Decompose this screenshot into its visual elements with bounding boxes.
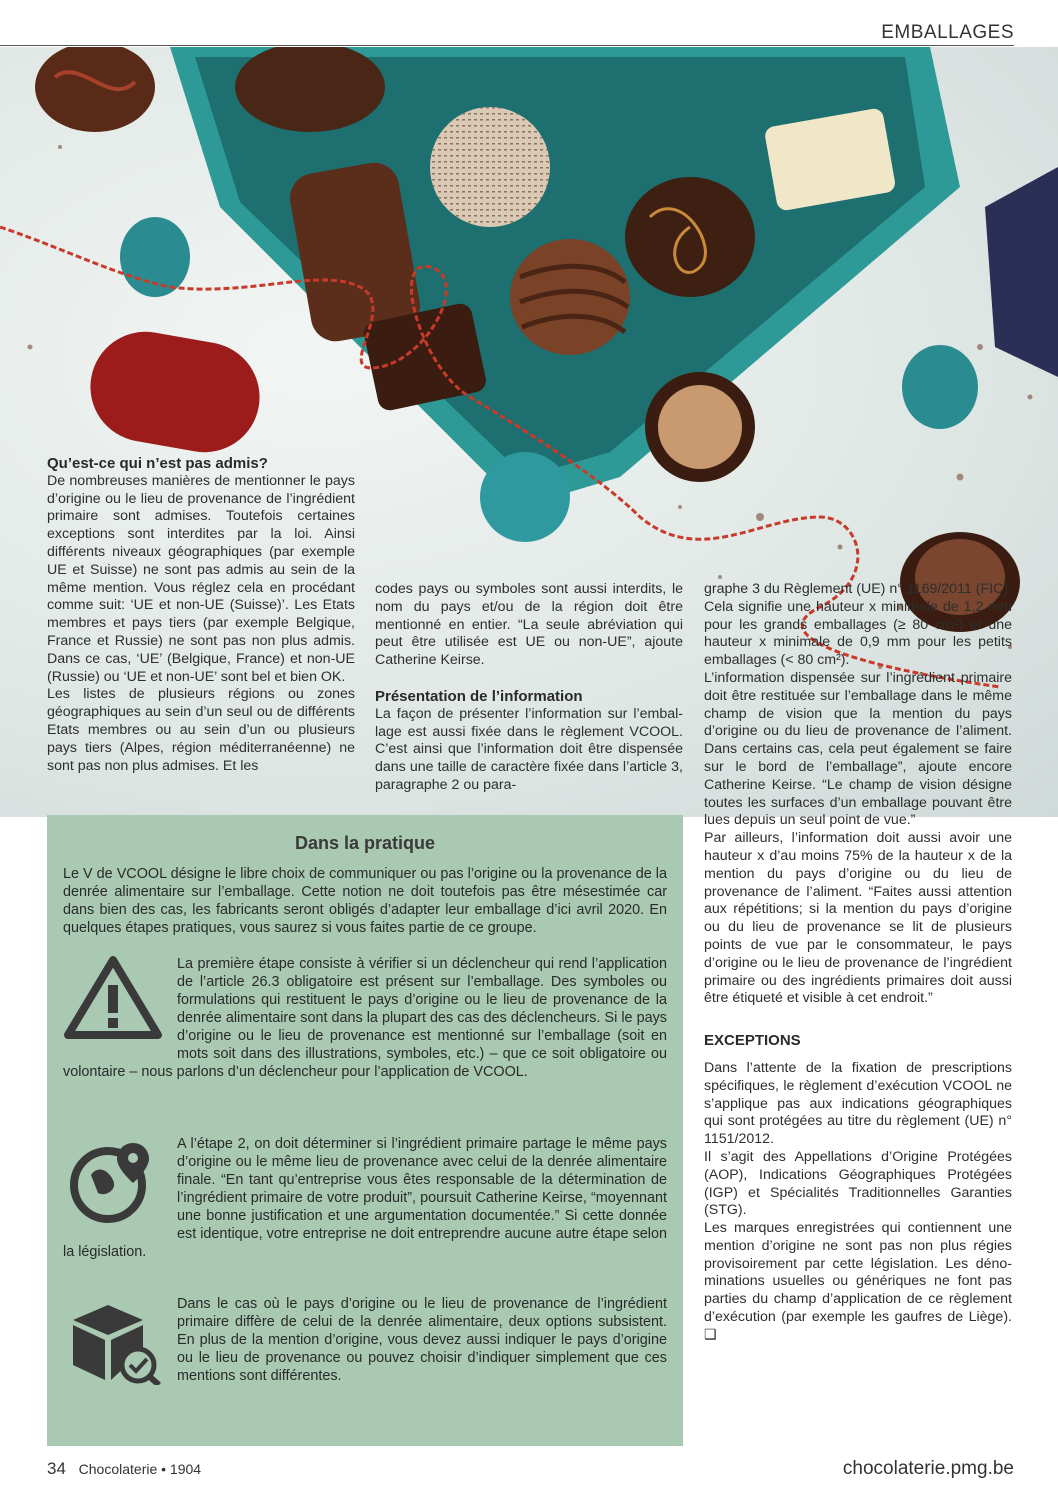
col3-paragraph-4: Dans l’attente de la fixation de prescriptions spécifiques, le règlement d’exécution VCOOL ne s’applique pas aux indications géographiques qui sont protégées au titre du règlement (UE) n° 1151/2012. (704, 1059, 1012, 1148)
col1-paragraph-1: De nombreuses manières de mentionner le pays d’origine ou le lieu de provenance de l’ingrédient primaire sont admises. Toutefois certaines exceptions sont interdites par la loi. Ainsi différents niveaux géographiques (par exemple UE et Suisse) ne sont pas admis au sein de la même mention. Vous réglez cela en procédant comme suit: ‘UE et non-UE (Suisse)’. Les Etats membres et pays tiers (par exemple Belgique, France et Russie) ne sont pas non plus admis. Dans ce cas, ‘UE’ (Belgique, France) et non-UE (Russie) ou ‘UE et non-UE’ sont bel et bien OK. (47, 472, 355, 685)
step-1-text: La première étape consiste à vérifier si un déclencheur qui rend l’application de l’article 26.3 obligatoire est présent sur l’emballage. Des symboles ou formulations qui restituent le pays d’origine ou le lieu de provenance de la denrée alimentaire sont dans la plupart des cas des déclencheurs. Si le pays d’origine ou le lieu de provenance est mentionné sur l’emballage (soit en mots soit dans des illustrations, symboles, etc.) – que ce soit obligatoire ou volontaire – nous parlons d’un déclencheur pour l’application de VCOOL. (63, 956, 667, 1080)
heading-not-allowed: Qu’est-ce qui n’est pas admis? (47, 455, 268, 472)
col2-paragraph-2: La façon de présenter l’information sur l’emballage est aussi fixée dans le règlement VCOOL. C’est ainsi que l’information doit être dispensée dans une taille de caractère fixée dans l’article 3, paragraphe 2 ou para- (375, 705, 683, 793)
practical-box (47, 815, 683, 1446)
step-2-text: A l’étape 2, on doit déterminer si l’ingrédient primaire partage le même pays d’origine ou le même lieu de provenance avec celui de la denrée alimentaire finale. “En tant qu’entreprise vous êtes responsable de la détermination de l’ingrédient primaire de votre produit”, poursuit Catherine Keirse, “moyennant une bonne justification et une argumentation documentée.” Si cette donnée est identique, votre entreprise ne doit entreprendre aucune autre étape selon la législation. (63, 1136, 667, 1260)
column-3 (704, 581, 1012, 1345)
box-title: Dans la pratique (294, 833, 436, 853)
warning-icon (63, 955, 163, 1045)
footer-url[interactable]: chocolaterie.pmg.be (842, 1458, 1014, 1479)
section-tag: EMBALLAGES (881, 22, 1014, 43)
box-intro: Le V de VCOOL désigne le libre choix de communiquer ou pas l’origine ou la provenance de la denrée alimentaire sur l’emballage. Cette notion ne doit toutefois pas être mésestimée car dans bien des cas, les fabricants seront obligés d’adapter leur emballage d’ici avril 2020. En quelques étapes pratiques, vous saurez si vous faites partie de ce groupe. (63, 866, 667, 936)
globe-location-icon (63, 1135, 163, 1225)
magazine-name: Chocolaterie • 1904 (78, 1461, 202, 1477)
section-rule (0, 45, 1014, 46)
col1-paragraph-2: Les listes de plusieurs régions ou zones géographiques au sein d’un seul ou de différents Etats membres ou au sein d’un ou plusieurs pays tiers (Alpes, région méditerranéenne) ne sont pas non plus admises. Et les (47, 686, 355, 774)
step-3-text: Dans le cas où le pays d’origine ou le lieu de provenance de l’ingrédient primaire diffère de celui de la denrée alimentaire, deux options subsistent. En plus de la mention d’origine, vous devez aussi indiquer le pays d’origine ou le lieu de provenance ou pouvez choisir d’indiquer simplement que ces mentions sont différentes. (177, 1296, 667, 1384)
footer-left (47, 1459, 201, 1479)
col3-paragraph-6-text: Les marques enregistrées qui contiennent une mention d’origine ne sont pas non plus régies provisoirement par cette législation. Les dénominations usuelles ou génériques ne font pas parties du champ d’application de ce règlement d’exécution (par exemple les gaufres de Liège). (704, 1220, 1012, 1326)
col2-paragraph-1: codes pays ou symboles sont aussi interdits, le nom du pays et/ou de la région doit être mentionné en entier. “La seule abréviation qui peut être utilisée est UE ou non-UE”, ajoute Catherine Keirse. (375, 581, 683, 669)
step-3 (63, 1295, 667, 1389)
col3-paragraph-1: graphe 3 du Règlement (UE) n° 1169/2011 (FIC). Cela signifie une hauteur x minimale de 1,2 mm pour les grands emballages (≥ 80 cm²) et une hauteur x minimale de 0,9 mm pour les petits emballages (< 80 cm²). (704, 581, 1012, 669)
col3-paragraph-2: L’information dispensée sur l’ingrédient primaire doit être restituée sur l’emballage dans le même champ de vision que la mention du pays d’origine ou du lieu de provenance de l’aliment. Dans certains cas, cela peut également se faire sur le bord de l’emballage”, ajoute encore Catherine Keirse. “Le champ de vision désigne toutes les surfaces d’un emballage pouvant être lues depuis un seul point de vue.” (704, 669, 1012, 829)
package-check-icon (63, 1295, 163, 1385)
column-1 (47, 455, 355, 775)
heading-presentation: Présentation de l’information (375, 687, 583, 705)
end-mark: ❑ (704, 1326, 717, 1343)
col3-paragraph-3: Par ailleurs, l’information doit aussi avoir une hauteur x d’au moins 75% de la hauteur x de la mention du pays d’origine ou du lieu de provenance de l’aliment. “Faites aussi attention aux répétitions; si la mention du pays d’origine ou du lieu de provenance se lit de plusieurs points de vue par le consommateur, le pays d’origine ou le lieu de provenance de l’ingrédient primaire ou des ingrédients primaires doit aussi être étiqueté et visible à cet endroit.” (704, 830, 1012, 1007)
step-2 (63, 1135, 667, 1261)
column-2 (375, 581, 683, 795)
col3-paragraph-6 (704, 1220, 1012, 1345)
col3-paragraph-5: Il s’agit des Appellations d’Origine Protégées (AOP), Indications Géographiques Protégées (IGP) et Spécialités Traditionnelles Garanties (STG). (704, 1148, 1012, 1219)
heading-exceptions: EXCEPTIONS (704, 1032, 801, 1050)
page-number: 34 (47, 1459, 66, 1478)
step-1 (63, 955, 667, 1081)
